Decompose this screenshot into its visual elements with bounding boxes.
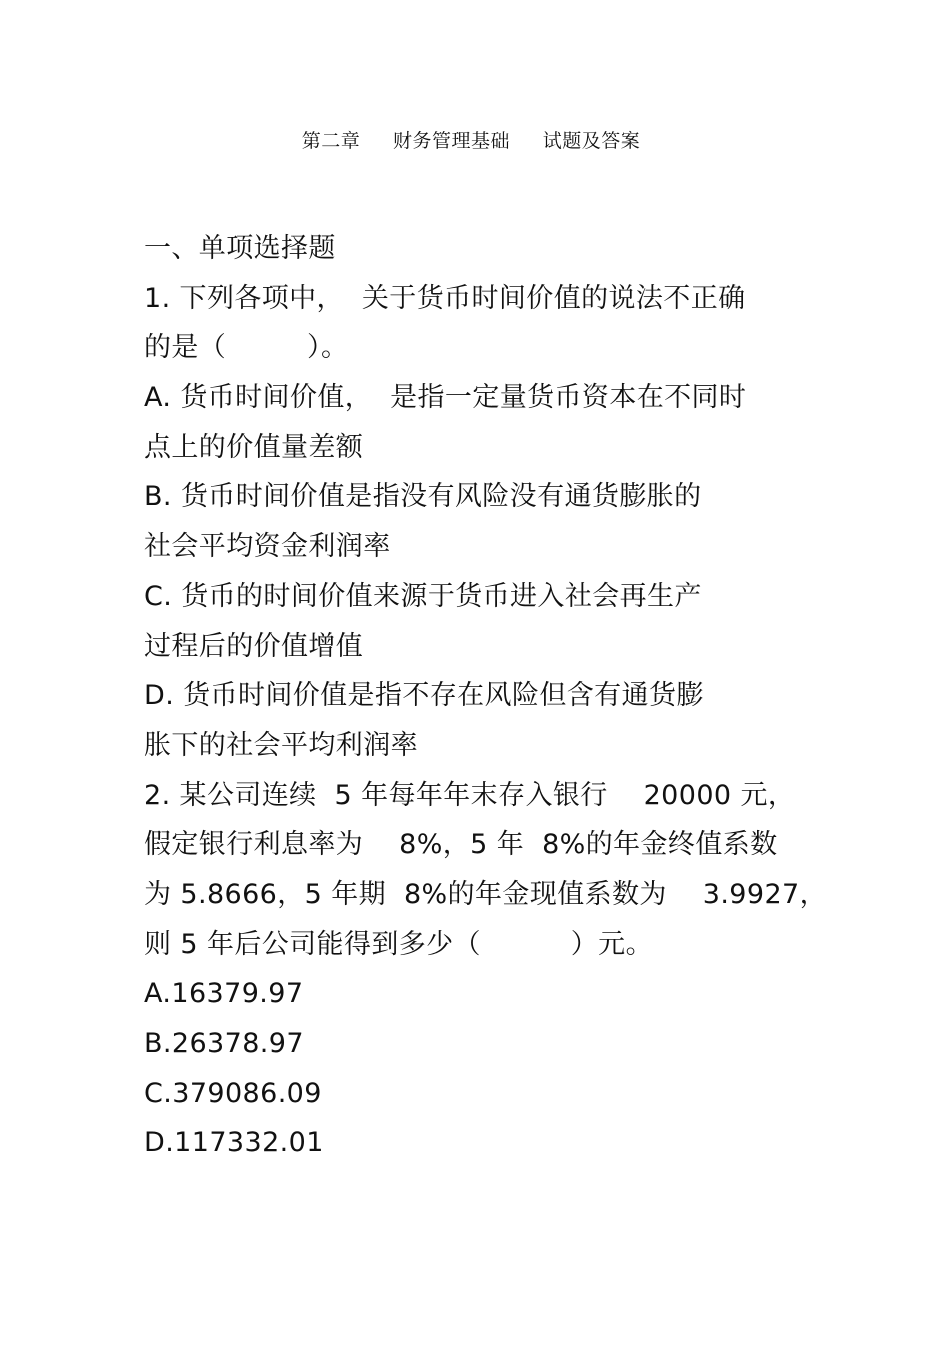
section-heading: 一、单项选择题	[144, 233, 336, 264]
question-2-stem-line-1: 2. 某公司连续 5 年每年年末存入银行 20000 元，	[144, 779, 796, 811]
question-2-option-a: A.16379.97	[144, 978, 304, 1010]
question-2-option-c: C.379086.09	[144, 1077, 322, 1109]
question-1-option-b-line-1: B. 货币时间价值是指没有风险没有通货膨胀的	[144, 481, 702, 513]
question-1-option-d-line-1: D. 货币时间价值是指不存在风险但含有通货膨	[144, 680, 704, 712]
question-1-option-c-line-2: 过程后的价值增值	[144, 630, 364, 662]
question-1-option-b-line-2: 社会平均资金利润率	[144, 531, 391, 563]
question-1-stem-line-2: 的是（ ）。	[144, 332, 349, 364]
question-1-stem-line-1: 1. 下列各项中， 关于货币时间价值的说法不正确	[144, 282, 746, 314]
document-body	[144, 224, 844, 1168]
question-2-stem-line-3: 为 5.8666，5 年期 8%的年金现值系数为 3.9927，	[144, 878, 828, 910]
question-2-stem-line-4: 则 5 年后公司能得到多少（ ）元。	[144, 928, 653, 960]
question-1-option-d-line-2: 胀下的社会平均利润率	[144, 729, 418, 761]
question-1-option-a-line-1: A. 货币时间价值， 是指一定量货币资本在不同时	[144, 382, 747, 414]
question-2-stem-line-2: 假定银行利息率为 8%，5 年 8%的年金终值系数	[144, 829, 778, 861]
question-2-option-d: D.117332.01	[144, 1127, 324, 1159]
document-title: 第二章 财务管理基础 试题及答案	[301, 130, 641, 152]
question-1-option-a-line-2: 点上的价值量差额	[144, 431, 364, 463]
question-2-option-b: B.26378.97	[144, 1028, 304, 1059]
question-1-option-c-line-1: C. 货币的时间价值来源于货币进入社会再生产	[144, 580, 702, 612]
